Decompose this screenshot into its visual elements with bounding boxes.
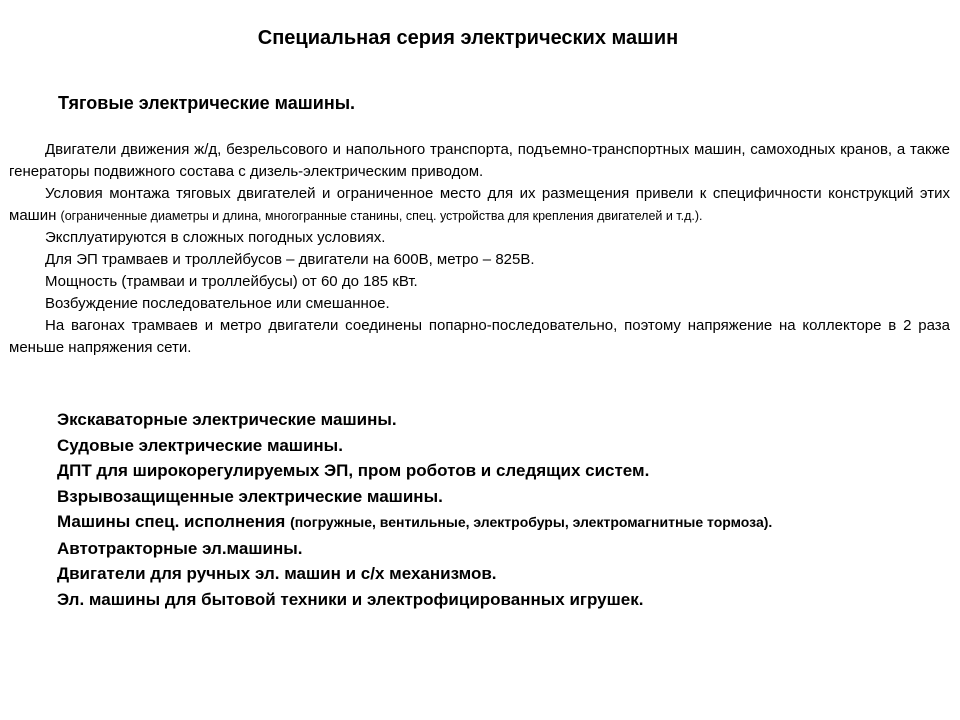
- paragraph-design-note: (ограниченные диаметры и длина, многогранные станины, спец. устройства для крепления двигателей и т.д.).: [60, 209, 703, 223]
- special-machines-list: [9, 407, 950, 612]
- paragraph-power: Мощность (трамваи и троллейбусы) от 60 до 185 кВт.: [45, 273, 418, 290]
- paragraph-weather: Эксплуатируются в сложных погодных условиях.: [45, 229, 386, 246]
- traction-machines-description: [9, 139, 950, 359]
- list-item-hand-tools: Двигатели для ручных эл. машин и с/х механизмов.: [57, 564, 497, 583]
- list-item-special-note: (погружные, вентильные, электробуры, электромагнитные тормоза).: [290, 514, 773, 530]
- list-item-special-main: Машины спец. исполнения: [57, 512, 286, 531]
- paragraph-connection: На вагонах трамваев и метро двигатели соединены попарно-последовательно, поэтому напряжение на коллекторе в 2 раза меньше напряжения сети.: [9, 317, 950, 356]
- list-item-explosion-proof: Взрывозащищенные электрические машины.: [57, 486, 443, 506]
- list-item-marine: Судовые электрические машины.: [57, 435, 343, 455]
- list-item-special-design: [9, 509, 950, 536]
- section-subtitle: Тяговые электрические машины.: [58, 93, 356, 113]
- list-item-automotive: Автотракторные эл.машины.: [57, 538, 303, 558]
- paragraph-design-conditions: [9, 183, 950, 227]
- list-item-excavator: Экскаваторные электрические машины.: [57, 410, 397, 429]
- paragraph-application: Двигатели движения ж/д, безрельсового и напольного транспорта, подъемно-транспортных машин, самоходных кранов, а также генераторы подвижного состава с дизель-электрическим приводом.: [9, 141, 950, 180]
- list-item-household: Эл. машины для бытовой техники и электрофицированных игрушек.: [57, 589, 644, 609]
- list-item-dc-motors: ДПТ для широкорегулируемых ЭП, пром роботов и следящих систем.: [57, 461, 650, 480]
- slide-title: Специальная серия электрических машин: [257, 27, 679, 49]
- paragraph-design-main: Условия монтажа тяговых двигателей и ограниченное место для их размещения привели к специфичности конструкций этих машин: [9, 185, 950, 224]
- paragraph-excitation: Возбуждение последовательное или смешанное.: [45, 295, 390, 312]
- paragraph-voltage: Для ЭП трамваев и троллейбусов – двигатели на 600В, метро – 825В.: [45, 251, 535, 268]
